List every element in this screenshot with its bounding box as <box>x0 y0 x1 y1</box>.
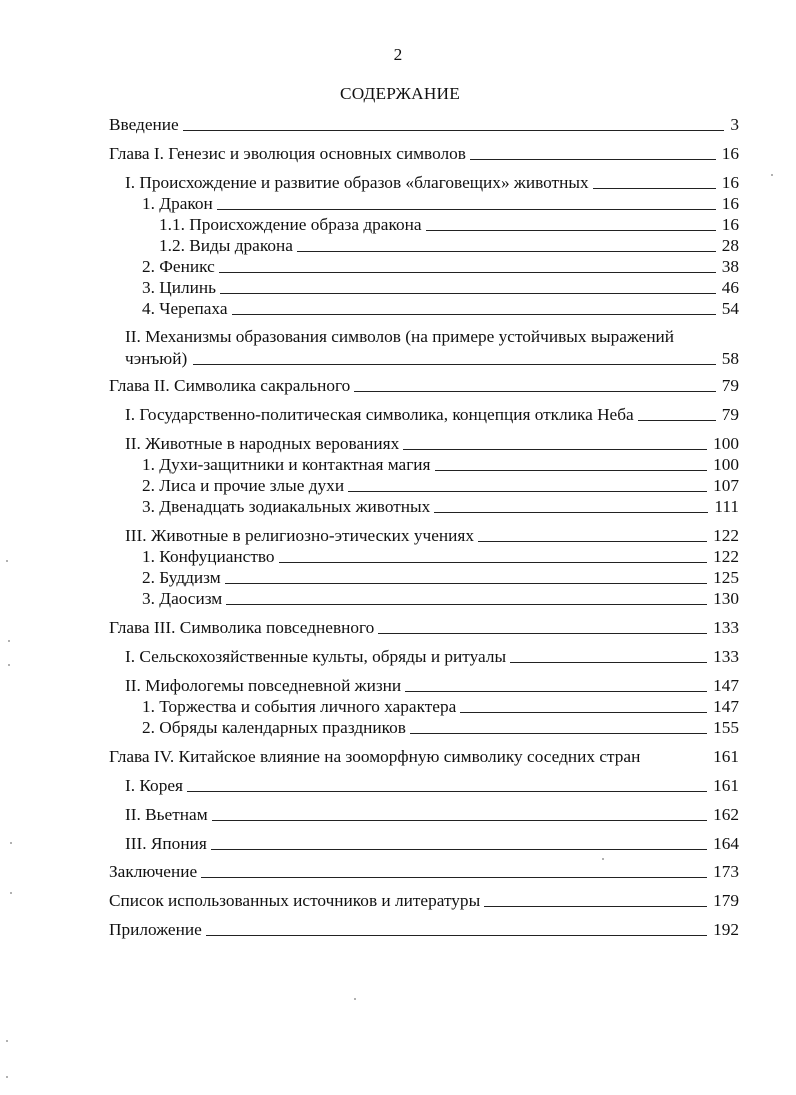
dot-leader <box>484 906 707 907</box>
dot-leader <box>187 791 707 792</box>
dot-leader <box>638 420 716 421</box>
toc-entry-introduction[interactable] <box>109 113 739 135</box>
dot-leader <box>470 159 716 160</box>
toc-entry-section[interactable] <box>125 832 739 854</box>
toc-entry-label: 1. Дракон <box>142 194 213 213</box>
scan-speck <box>602 858 604 860</box>
toc-entry-page: 133 <box>713 647 739 666</box>
toc-entry-subsection[interactable] <box>142 453 739 475</box>
toc-entry-label: 3. Двенадцать зодиакальных животных <box>142 497 431 516</box>
toc-entry-subsection[interactable] <box>142 566 739 588</box>
toc-entry-page: 58 <box>721 349 739 368</box>
toc-entry-subsection[interactable] <box>142 695 739 717</box>
toc-entry-subsubsection[interactable] <box>159 234 739 256</box>
toc-entry-section[interactable] <box>125 403 739 425</box>
toc-entry-chapter-1[interactable] <box>109 142 739 164</box>
toc-entry-page: 125 <box>713 568 739 587</box>
scan-speck <box>8 664 10 666</box>
toc-entry-section-two-line[interactable] <box>125 326 739 369</box>
toc-entry-label: II. Вьетнам <box>125 805 208 824</box>
toc-entry-page: 16 <box>721 144 739 163</box>
toc-entry-label: 1.2. Виды дракона <box>159 236 293 255</box>
dot-leader <box>212 820 707 821</box>
dot-leader <box>279 562 708 563</box>
toc-entry-page: 130 <box>713 589 739 608</box>
toc-entry-label: Заключение <box>109 862 198 881</box>
toc-entry-page: 122 <box>713 547 739 566</box>
dot-leader <box>211 849 707 850</box>
scan-speck <box>6 1076 8 1078</box>
page-number: 2 <box>393 45 403 64</box>
toc-entry-label: I. Государственно-политическая символика, концепция отклика Неба <box>125 405 634 424</box>
dot-leader <box>460 712 707 713</box>
dot-leader <box>403 449 707 450</box>
toc-entry-appendix[interactable] <box>109 918 739 940</box>
toc-entry-chapter-3[interactable] <box>109 616 739 638</box>
toc-entry-section[interactable] <box>125 803 739 825</box>
dot-leader <box>348 491 707 492</box>
scan-speck <box>8 640 10 642</box>
toc-entry-page: 79 <box>721 405 739 424</box>
toc-entry-subsection[interactable] <box>142 297 739 319</box>
toc-entry-bibliography[interactable] <box>109 889 739 911</box>
toc-entry-page: 192 <box>713 920 739 939</box>
toc-entry-page: 46 <box>721 278 739 297</box>
toc-entry-page: 54 <box>721 299 739 318</box>
toc-entry-page: 16 <box>721 194 739 213</box>
toc-entry-page: 179 <box>713 891 739 910</box>
toc-entry-subsection[interactable] <box>142 545 739 567</box>
toc-entry-label: Глава I. Генезис и эволюция основных символов <box>109 144 466 163</box>
toc-entry-section[interactable] <box>125 432 739 454</box>
toc-entry-page: 16 <box>721 173 739 192</box>
toc-entry-page: 38 <box>721 257 739 276</box>
dot-leader <box>478 541 707 542</box>
toc-entry-label: Глава III. Символика повседневного <box>109 618 375 637</box>
toc-entry-section[interactable] <box>125 774 739 796</box>
toc-entry-page: 147 <box>713 697 739 716</box>
scan-speck <box>6 560 8 562</box>
toc-entry-label: Введение <box>109 115 179 134</box>
toc-entry-label: III. Животные в религиозно-этических учениях <box>125 526 474 545</box>
dot-leader <box>435 470 708 471</box>
toc-entry-label-continued: чэнъюй) <box>125 349 188 368</box>
dot-leader <box>225 583 707 584</box>
dot-leader <box>510 662 707 663</box>
toc-entry-label: 1.1. Происхождение образа дракона <box>159 215 422 234</box>
toc-entry-chapter-2[interactable] <box>109 374 739 396</box>
toc-entry-label: 3. Даосизм <box>142 589 223 608</box>
toc-entry-label: 1. Конфуцианство <box>142 547 275 566</box>
toc-entry-label: II. Механизмы образования символов (на примере устойчивых выражений <box>125 327 675 346</box>
dot-leader <box>434 512 708 513</box>
toc-entry-page: 28 <box>721 236 739 255</box>
dot-leader <box>193 364 716 365</box>
dot-leader <box>217 209 716 210</box>
dot-leader <box>426 230 716 231</box>
toc-entry-page: 133 <box>713 618 739 637</box>
toc-entry-section[interactable] <box>125 645 739 667</box>
toc-entry-page: 173 <box>713 862 739 881</box>
toc-entry-subsection[interactable] <box>142 716 739 738</box>
toc-entry-page: 161 <box>713 776 739 795</box>
toc-entry-page: 100 <box>713 434 739 453</box>
toc-entry-label: I. Происхождение и развитие образов «благовещих» животных <box>125 173 589 192</box>
toc-entry-page: 79 <box>721 376 739 395</box>
dot-leader <box>220 293 716 294</box>
scan-speck <box>771 174 773 176</box>
dot-leader <box>219 272 716 273</box>
toc-entry-page: 107 <box>713 476 739 495</box>
toc-entry-subsection[interactable] <box>142 495 739 517</box>
dot-leader <box>405 691 707 692</box>
dot-leader <box>232 314 716 315</box>
toc-entry-label: 1. Торжества и события личного характера <box>142 697 457 716</box>
toc-entry-label: III. Япония <box>125 834 207 853</box>
toc-entry-page: 164 <box>713 834 739 853</box>
toc-entry-page: 162 <box>713 805 739 824</box>
toc-entry-label: 2. Буддизм <box>142 568 221 587</box>
toc-entry-label: I. Сельскохозяйственные культы, обряды и ритуалы <box>125 647 507 666</box>
toc-entry-label: 2. Феникс <box>142 257 215 276</box>
toc-entry-label: Список использованных источников и литературы <box>109 891 481 910</box>
toc-entry-page: 3 <box>730 115 739 134</box>
toc-entry-subsection[interactable] <box>142 474 739 496</box>
toc-entry-label: 1. Духи-защитники и контактная магия <box>142 455 431 474</box>
toc-entry-subsection[interactable] <box>142 276 739 298</box>
toc-entry-section[interactable] <box>125 171 739 193</box>
toc-entry-label: 3. Цилинь <box>142 278 217 297</box>
toc-entry-chapter-4[interactable] <box>109 745 739 767</box>
toc-entry-label: Глава II. Символика сакрального <box>109 376 351 395</box>
dot-leader <box>354 391 715 392</box>
toc-entry-page: 16 <box>721 215 739 234</box>
toc-entry-page: 111 <box>714 497 739 516</box>
dot-leader <box>206 935 707 936</box>
toc-entry-label: 4. Черепаха <box>142 299 228 318</box>
toc-entry-label: Глава IV. Китайское влияние на зооморфную символику соседних стран <box>109 747 641 766</box>
toc-entry-page: 147 <box>713 676 739 695</box>
dot-leader <box>378 633 707 634</box>
scan-speck <box>6 1040 8 1042</box>
dot-leader <box>593 188 716 189</box>
scan-speck <box>354 998 356 1000</box>
toc-entry-subsection[interactable] <box>142 255 739 277</box>
toc-entry-section[interactable] <box>125 674 739 696</box>
page-title: СОДЕРЖАНИЕ <box>340 84 460 103</box>
toc-entry-subsection[interactable] <box>142 192 739 214</box>
toc-entry-label: 2. Обряды календарных праздников <box>142 718 406 737</box>
toc-entry-page: 122 <box>713 526 739 545</box>
toc-entry-subsubsection[interactable] <box>159 213 739 235</box>
toc-entry-page: 100 <box>713 455 739 474</box>
toc-entry-label: II. Животные в народных верованиях <box>125 434 400 453</box>
dot-leader <box>297 251 716 252</box>
toc-entry-label: I. Корея <box>125 776 183 795</box>
scan-speck <box>10 892 12 894</box>
toc-entry-label: Приложение <box>109 920 202 939</box>
dot-leader <box>183 130 725 131</box>
dot-leader <box>226 604 707 605</box>
toc-entry-page: 155 <box>713 718 739 737</box>
dot-leader <box>410 733 707 734</box>
toc-entry-label: II. Мифологемы повседневной жизни <box>125 676 402 695</box>
toc-entry-section[interactable] <box>125 524 739 546</box>
scan-speck <box>10 842 12 844</box>
toc-entry-page: 161 <box>713 747 739 766</box>
toc-entry-conclusion[interactable] <box>109 860 739 882</box>
toc-entry-label: 2. Лиса и прочие злые духи <box>142 476 345 495</box>
toc-entry-subsection[interactable] <box>142 587 739 609</box>
dot-leader <box>201 877 707 878</box>
